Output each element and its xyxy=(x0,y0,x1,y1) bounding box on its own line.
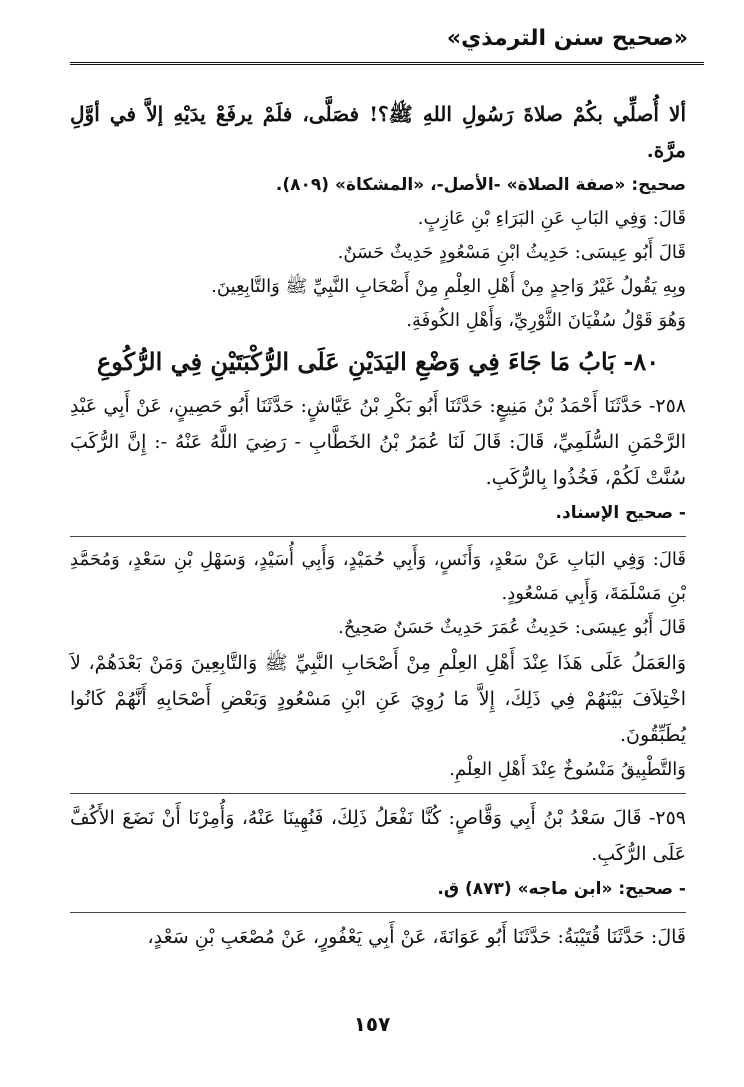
page-body xyxy=(70,96,686,955)
text-line: قَالَ أَبُو عِيسَى: حَدِيثُ عُمَرَ حَدِيثٌ حَسَنٌ صَحِيحٌ. xyxy=(338,617,686,638)
text-line: قَالَ: وَفِي البَابِ عَنِ البَرَاءِ بْنِ عَازِبٍ. xyxy=(417,208,686,229)
hadith-259: ٢٥٩- قَالَ سَعْدُ بْنُ أَبِي وَقَّاصٍ: كُنَّا نَفْعَلُ ذَلِكَ، فَنُهِينَا عَنْهُ، وَأُمِرْنَا أَنْ نَضَعَ الأَكُفَّ عَلَى الرُّكَبِ. xyxy=(70,807,686,865)
section-divider xyxy=(70,912,686,913)
grading-line: صحيح: «صفة الصلاة» -الأصل-، «المشكاة» (٨٠٩). xyxy=(275,175,686,195)
section-divider xyxy=(70,536,686,537)
text-line: قَالَ أَبُو عِيسَى: حَدِيثُ ابْنِ مَسْعُودٍ حَدِيثٌ حَسَنٌ. xyxy=(337,242,686,263)
text-line: قَالَ: وَفِي البَابِ عَنْ سَعْدٍ، وَأَنَسٍ، وَأَبِي حُمَيْدٍ، وَأَبِي أُسَيْدٍ، وَسَهْلِ بْنِ سَعْدٍ، وَمُحَمَّدِ بْنِ مَسْلَمَةَ، وَأَبِي مَسْعُودٍ. xyxy=(70,549,686,604)
text-line: قَالَ: حَدَّثَنَا قُتَيْبَةُ: حَدَّثَنَا أَبُو عَوَانَةَ، عَنْ أَبِي يَعْفُورٍ، عَنْ مُصْعَبِ بْنِ سَعْدٍ، xyxy=(147,926,686,948)
text-line: وَالعَمَلُ عَلَى هَذَا عِنْدَ أَهْلِ العِلْمِ مِنْ أَصْحَابِ النَّبِيِّ ﷺ وَالتَّابِعِينَ وَمَنْ بَعْدَهُمْ، لاَ اخْتِلاَفَ بَيْنَهُمْ فِي ذَلِكَ، إِلاَّ مَا رُوِيَ عَنِ ابْنِ مَسْعُودٍ وَبَعْضِ أَصْحَابِهِ أَنَّهُمْ كَانُوا يُطَبِّقُونَ. xyxy=(70,652,686,746)
page-number: ١٥٧ xyxy=(353,1012,391,1036)
chapter-heading: ٨٠- بَابُ مَا جَاءَ فِي وَضْعِ اليَدَيْنِ عَلَى الرُّكْبَتَيْنِ فِي الرُّكُوعِ xyxy=(96,347,660,376)
running-title: «صحيح سنن الترمذي» xyxy=(446,26,688,51)
text-line: وبِهِ يَقُولُ غَيْرُ وَاحِدٍ مِنْ أَهْلِ العِلْمِ مِنْ أَصْحَابِ النَّبِيِّ ﷺ وَالتَّابِعِينَ. xyxy=(211,276,686,297)
text-line: ألا أُصلِّي بكُمْ صلاةَ رَسُولِ اللهِ ﷺ؟! فصَلَّى، فلَمْ يرفَعْ يدَيْهِ إلاَّ في أوَّلِ مرَّة. xyxy=(70,102,686,162)
text-line: وَالتَّطْبِيقُ مَنْسُوخٌ عِنْدَ أَهْلِ العِلْمِ. xyxy=(449,759,686,780)
hadith-258: ٢٥٨- حَدَّثَنَا أَحْمَدُ بْنُ مَنِيعٍ: حَدَّثَنَا أَبُو بَكْرِ بْنُ عَيَّاشٍ: حَدَّثَنَا أَبُو حَصِينٍ، عَنْ أَبِي عَبْدِ الرَّحْمَنِ السُّلَمِيِّ، قَالَ: قَالَ لَنَا عُمَرُ بْنُ الخَطَّابِ - رَضِيَ اللَّهُ عَنْهُ -: إِنَّ الرُّكَبَ سُنَّتْ لَكُمْ، فَخُذُوا بِالرُّكَبِ. xyxy=(70,395,686,489)
text-line: وَهُوَ قَوْلُ سُفْيَانَ الثَّوْرِيِّ، وَأَهْلِ الكُوفَةِ. xyxy=(406,310,686,331)
header-rule xyxy=(70,62,704,65)
grading-line: - صحيح: «ابن ماجه» (٨٧٣) ق. xyxy=(437,879,686,899)
section-divider xyxy=(70,793,686,794)
grading-line: - صحيح الإسناد. xyxy=(555,503,686,523)
